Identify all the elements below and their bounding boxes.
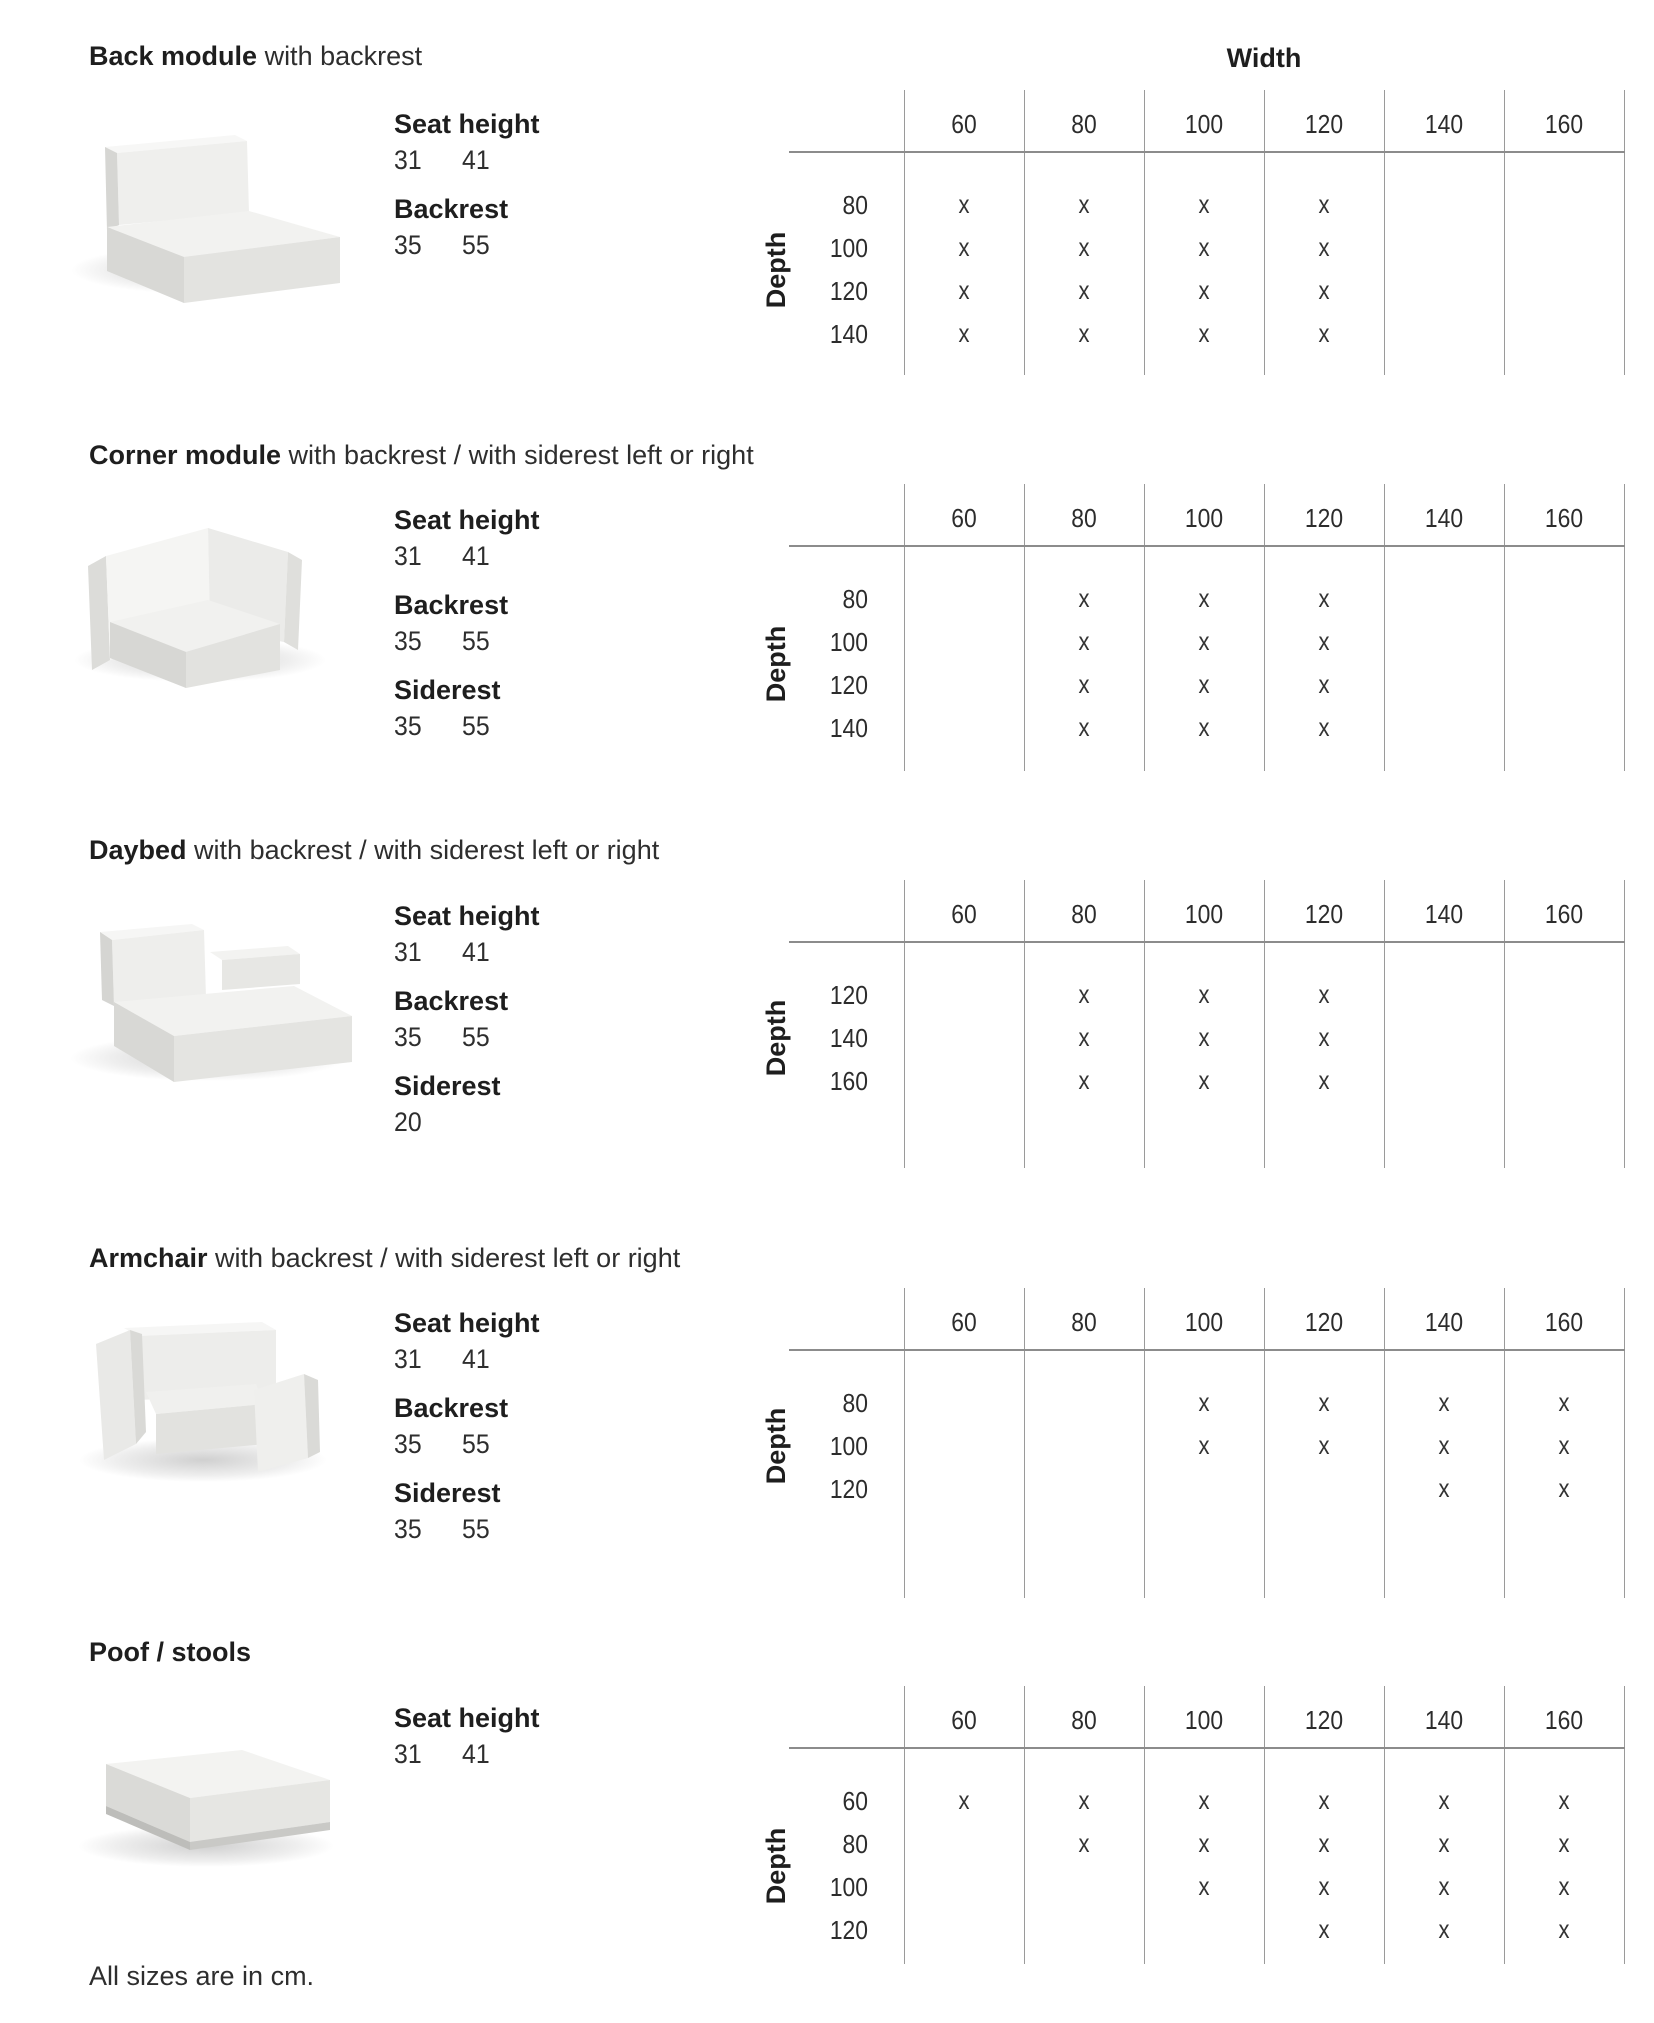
section-title-bold: Back module bbox=[89, 41, 258, 71]
width-column-header: 140 bbox=[1424, 109, 1464, 139]
width-column-header: 160 bbox=[1544, 1705, 1584, 1735]
spec-value: 31 bbox=[394, 541, 422, 571]
width-axis-label: Width bbox=[1226, 43, 1302, 73]
spec-value: 55 bbox=[462, 230, 490, 260]
spec-value: 35 bbox=[394, 1022, 422, 1052]
spec-value: 41 bbox=[462, 937, 490, 967]
spec-label: Seat height bbox=[394, 1703, 540, 1733]
spec-item bbox=[394, 1068, 724, 1140]
spec-list bbox=[394, 502, 724, 757]
depth-axis-label: Depth bbox=[761, 231, 791, 308]
width-column-header: 80 bbox=[1071, 503, 1097, 533]
availability-mark: x bbox=[1558, 1916, 1570, 1944]
availability-mark: x bbox=[1318, 1916, 1330, 1944]
spec-label: Seat height bbox=[394, 109, 540, 139]
spec-value: 35 bbox=[394, 711, 422, 741]
spec-label: Backrest bbox=[394, 194, 509, 224]
spec-values bbox=[394, 1426, 724, 1462]
depth-row-header: 120 bbox=[829, 276, 868, 306]
availability-mark: x bbox=[1318, 628, 1330, 656]
availability-mark: x bbox=[1438, 1873, 1450, 1901]
depth-row-header: 120 bbox=[829, 1915, 868, 1945]
depth-row-header: 120 bbox=[829, 670, 868, 700]
section-title-bold: Daybed bbox=[89, 835, 187, 865]
depth-row-header: 100 bbox=[829, 1431, 868, 1461]
corner-module-render bbox=[48, 470, 358, 690]
width-column-header: 120 bbox=[1304, 1705, 1344, 1735]
spec-item bbox=[394, 672, 724, 744]
header-rule bbox=[789, 151, 1625, 153]
spec-value: 55 bbox=[462, 1514, 490, 1544]
grid-line bbox=[1264, 880, 1265, 1168]
depth-row-header: 120 bbox=[829, 1474, 868, 1504]
width-column-header: 100 bbox=[1184, 1307, 1224, 1337]
availability-mark: x bbox=[1078, 1024, 1090, 1052]
spec-list bbox=[394, 1305, 724, 1560]
section-title bbox=[89, 1634, 251, 1670]
width-column-header: 80 bbox=[1071, 1307, 1097, 1337]
width-column-header: 160 bbox=[1544, 899, 1584, 929]
availability-mark: x bbox=[1198, 320, 1210, 348]
section-title bbox=[89, 1240, 680, 1276]
depth-row-header: 140 bbox=[829, 319, 868, 349]
availability-mark: x bbox=[958, 1787, 970, 1815]
grid-line bbox=[1624, 880, 1625, 1168]
spec-item bbox=[394, 983, 724, 1055]
header-rule bbox=[789, 1747, 1625, 1749]
spec-value: 55 bbox=[462, 1429, 490, 1459]
spec-values bbox=[394, 1511, 724, 1547]
availability-mark: x bbox=[1318, 585, 1330, 613]
spec-item bbox=[394, 1390, 724, 1462]
spec-item bbox=[394, 898, 724, 970]
depth-row-header: 100 bbox=[829, 627, 868, 657]
depth-row-header: 80 bbox=[842, 1829, 868, 1859]
availability-mark: x bbox=[1438, 1916, 1450, 1944]
width-column-header: 120 bbox=[1304, 1307, 1344, 1337]
availability-mark: x bbox=[1318, 981, 1330, 1009]
spec-label: Backrest bbox=[394, 986, 509, 1016]
spec-values bbox=[394, 934, 724, 970]
size-availability-table bbox=[760, 90, 1640, 375]
grid-line bbox=[904, 90, 905, 375]
spec-item bbox=[394, 1305, 724, 1377]
spec-label: Backrest bbox=[394, 1393, 509, 1423]
grid-line bbox=[1504, 1288, 1505, 1598]
width-column-header: 140 bbox=[1424, 503, 1464, 533]
availability-mark: x bbox=[1318, 671, 1330, 699]
spec-values bbox=[394, 538, 724, 574]
availability-mark: x bbox=[1318, 320, 1330, 348]
spec-value: 31 bbox=[394, 1739, 422, 1769]
grid-line bbox=[904, 484, 905, 771]
depth-axis-label: Depth bbox=[761, 1407, 791, 1485]
width-column-header: 100 bbox=[1184, 109, 1224, 139]
availability-mark: x bbox=[1318, 1067, 1330, 1095]
width-column-header: 160 bbox=[1544, 1307, 1584, 1337]
spec-values bbox=[394, 227, 724, 263]
grid-line bbox=[904, 1686, 905, 1964]
availability-mark: x bbox=[1558, 1475, 1570, 1503]
availability-mark: x bbox=[958, 277, 970, 305]
depth-row-header: 120 bbox=[829, 980, 868, 1010]
armchair-render-svg bbox=[48, 1272, 358, 1492]
depth-axis-label: Depth bbox=[761, 999, 791, 1077]
spec-values bbox=[394, 623, 724, 659]
section-title bbox=[89, 832, 659, 868]
width-column-header: 100 bbox=[1184, 1705, 1224, 1735]
spec-item bbox=[394, 1700, 724, 1772]
availability-mark: x bbox=[1318, 1873, 1330, 1901]
spec-values bbox=[394, 708, 724, 744]
spec-value: 35 bbox=[394, 1429, 422, 1459]
spec-item bbox=[394, 587, 724, 659]
width-column-header: 120 bbox=[1304, 503, 1344, 533]
grid-line bbox=[904, 1288, 905, 1598]
availability-mark: x bbox=[1558, 1389, 1570, 1417]
availability-mark: x bbox=[1438, 1830, 1450, 1858]
spec-value: 41 bbox=[462, 1739, 490, 1769]
availability-mark: x bbox=[1198, 1389, 1210, 1417]
availability-mark: x bbox=[1438, 1787, 1450, 1815]
width-column-header: 160 bbox=[1544, 109, 1584, 139]
width-column-header: 60 bbox=[951, 1307, 977, 1337]
grid-line bbox=[1264, 1288, 1265, 1598]
width-column-header: 160 bbox=[1544, 503, 1584, 533]
availability-mark: x bbox=[958, 234, 970, 262]
width-column-header: 60 bbox=[951, 1705, 977, 1735]
depth-row-header: 100 bbox=[829, 1872, 868, 1902]
depth-axis-label: Depth bbox=[761, 1827, 791, 1904]
spec-value: 55 bbox=[462, 626, 490, 656]
size-availability-table bbox=[760, 1288, 1640, 1598]
availability-mark: x bbox=[1198, 1067, 1210, 1095]
availability-mark: x bbox=[1078, 585, 1090, 613]
spec-list bbox=[394, 898, 724, 1153]
grid-line bbox=[904, 880, 905, 1168]
grid-line bbox=[1024, 880, 1025, 1168]
poof-stools-render-svg bbox=[48, 1672, 358, 1892]
availability-mark: x bbox=[958, 320, 970, 348]
section-title-rest: with backrest / with siderest left or right bbox=[207, 1243, 681, 1273]
header-rule bbox=[789, 545, 1625, 547]
section-title-bold: Corner module bbox=[89, 440, 282, 470]
daybed-render-svg bbox=[48, 868, 358, 1088]
availability-mark: x bbox=[1438, 1475, 1450, 1503]
grid-line bbox=[1024, 484, 1025, 771]
availability-mark: x bbox=[1318, 714, 1330, 742]
availability-mark: x bbox=[1318, 1787, 1330, 1815]
width-column-header: 120 bbox=[1304, 899, 1344, 929]
depth-row-header: 80 bbox=[842, 584, 868, 614]
depth-row-header: 60 bbox=[842, 1786, 868, 1816]
spec-item bbox=[394, 1475, 724, 1547]
spec-value: 20 bbox=[394, 1107, 422, 1137]
availability-mark: x bbox=[1198, 1830, 1210, 1858]
grid-line bbox=[1264, 1686, 1265, 1964]
availability-mark: x bbox=[1078, 1787, 1090, 1815]
grid-line bbox=[1384, 880, 1385, 1168]
grid-line bbox=[1024, 1686, 1025, 1964]
grid-line bbox=[1384, 484, 1385, 771]
armchair-render bbox=[48, 1272, 358, 1492]
header-rule bbox=[789, 1349, 1625, 1351]
back-module-render-svg bbox=[48, 85, 358, 305]
grid-line bbox=[1384, 1686, 1385, 1964]
availability-mark: x bbox=[1318, 191, 1330, 219]
availability-mark: x bbox=[1318, 234, 1330, 262]
width-column-header: 80 bbox=[1071, 899, 1097, 929]
depth-row-header: 140 bbox=[829, 1023, 868, 1053]
availability-mark: x bbox=[1078, 191, 1090, 219]
spec-values bbox=[394, 1341, 724, 1377]
availability-mark: x bbox=[1198, 1787, 1210, 1815]
grid-line bbox=[1504, 484, 1505, 771]
spec-values bbox=[394, 1104, 724, 1140]
availability-mark: x bbox=[1318, 1830, 1330, 1858]
grid-line bbox=[1504, 880, 1505, 1168]
availability-mark: x bbox=[1198, 277, 1210, 305]
spec-values bbox=[394, 1019, 724, 1055]
grid-line bbox=[1624, 90, 1625, 375]
availability-mark: x bbox=[1078, 628, 1090, 656]
spec-value: 35 bbox=[394, 1514, 422, 1544]
grid-line bbox=[1504, 90, 1505, 375]
depth-row-header: 140 bbox=[829, 713, 868, 743]
spec-value: 31 bbox=[394, 937, 422, 967]
poof-stools-render bbox=[48, 1672, 358, 1892]
header-rule bbox=[789, 941, 1625, 943]
availability-mark: x bbox=[1078, 1830, 1090, 1858]
spec-value: 41 bbox=[462, 1344, 490, 1374]
section-title-bold: Poof / stools bbox=[89, 1637, 251, 1667]
spec-list bbox=[394, 106, 724, 276]
availability-mark: x bbox=[1078, 277, 1090, 305]
availability-mark: x bbox=[1198, 1432, 1210, 1460]
availability-mark: x bbox=[1078, 981, 1090, 1009]
size-availability-table bbox=[760, 1686, 1640, 1964]
spec-value: 41 bbox=[462, 145, 490, 175]
grid-line bbox=[1144, 1686, 1145, 1964]
grid-line bbox=[1144, 1288, 1145, 1598]
depth-row-header: 100 bbox=[829, 233, 868, 263]
grid-line bbox=[1264, 90, 1265, 375]
availability-mark: x bbox=[1558, 1432, 1570, 1460]
availability-mark: x bbox=[1318, 277, 1330, 305]
availability-mark: x bbox=[1198, 585, 1210, 613]
spec-values bbox=[394, 142, 724, 178]
grid-line bbox=[1144, 484, 1145, 771]
grid-line bbox=[1624, 1686, 1625, 1964]
availability-mark: x bbox=[1078, 714, 1090, 742]
availability-mark: x bbox=[1198, 628, 1210, 656]
width-column-header: 80 bbox=[1071, 1705, 1097, 1735]
spec-value: 55 bbox=[462, 711, 490, 741]
section-title-rest: with backrest / with siderest left or right bbox=[281, 440, 754, 470]
availability-mark: x bbox=[1438, 1432, 1450, 1460]
availability-mark: x bbox=[1318, 1024, 1330, 1052]
daybed-render bbox=[48, 868, 358, 1088]
availability-mark: x bbox=[1198, 671, 1210, 699]
availability-mark: x bbox=[1078, 671, 1090, 699]
grid-line bbox=[1144, 90, 1145, 375]
depth-row-header: 80 bbox=[842, 190, 868, 220]
availability-mark: x bbox=[1318, 1389, 1330, 1417]
width-column-header: 60 bbox=[951, 503, 977, 533]
width-column-header: 60 bbox=[951, 109, 977, 139]
availability-mark: x bbox=[1198, 1024, 1210, 1052]
availability-mark: x bbox=[1198, 981, 1210, 1009]
width-column-header: 100 bbox=[1184, 503, 1224, 533]
width-column-header: 140 bbox=[1424, 1705, 1464, 1735]
spec-value: 31 bbox=[394, 1344, 422, 1374]
grid-line bbox=[1024, 1288, 1025, 1598]
width-column-header: 140 bbox=[1424, 1307, 1464, 1337]
spec-list bbox=[394, 1700, 724, 1785]
width-column-header: 120 bbox=[1304, 109, 1344, 139]
spec-label: Seat height bbox=[394, 1308, 540, 1338]
sizes-footnote: All sizes are in cm. bbox=[89, 1961, 315, 1991]
availability-mark: x bbox=[1198, 714, 1210, 742]
corner-module-render-svg bbox=[48, 470, 358, 690]
spec-value: 35 bbox=[394, 230, 422, 260]
section-title bbox=[89, 38, 422, 74]
grid-line bbox=[1144, 880, 1145, 1168]
spec-item bbox=[394, 106, 724, 178]
spec-value: 55 bbox=[462, 1022, 490, 1052]
spec-label: Siderest bbox=[394, 1478, 501, 1508]
section-title-rest: with backrest bbox=[257, 41, 423, 71]
spec-item bbox=[394, 191, 724, 263]
grid-line bbox=[1624, 1288, 1625, 1598]
section-title-bold: Armchair bbox=[89, 1243, 208, 1273]
availability-mark: x bbox=[1558, 1830, 1570, 1858]
spec-label: Seat height bbox=[394, 505, 540, 535]
availability-mark: x bbox=[1198, 191, 1210, 219]
availability-mark: x bbox=[1558, 1873, 1570, 1901]
grid-line bbox=[1504, 1686, 1505, 1964]
spec-label: Siderest bbox=[394, 675, 501, 705]
spec-label: Siderest bbox=[394, 1071, 501, 1101]
grid-line bbox=[1384, 90, 1385, 375]
spec-item bbox=[394, 502, 724, 574]
spec-value: 35 bbox=[394, 626, 422, 656]
size-availability-table bbox=[760, 880, 1640, 1168]
depth-row-header: 160 bbox=[829, 1066, 868, 1096]
width-column-header: 100 bbox=[1184, 899, 1224, 929]
grid-line bbox=[1384, 1288, 1385, 1598]
size-availability-table bbox=[760, 484, 1640, 771]
grid-line bbox=[1624, 484, 1625, 771]
grid-line bbox=[1264, 484, 1265, 771]
availability-mark: x bbox=[1318, 1432, 1330, 1460]
section-title-rest: with backrest / with siderest left or right bbox=[186, 835, 660, 865]
availability-mark: x bbox=[1198, 234, 1210, 262]
spec-value: 41 bbox=[462, 541, 490, 571]
width-column-header: 60 bbox=[951, 899, 977, 929]
spec-value: 31 bbox=[394, 145, 422, 175]
spec-label: Seat height bbox=[394, 901, 540, 931]
section-title bbox=[89, 437, 754, 473]
availability-mark: x bbox=[1078, 234, 1090, 262]
availability-mark: x bbox=[958, 191, 970, 219]
grid-line bbox=[1024, 90, 1025, 375]
availability-mark: x bbox=[1558, 1787, 1570, 1815]
spec-label: Backrest bbox=[394, 590, 509, 620]
width-column-header: 80 bbox=[1071, 109, 1097, 139]
availability-mark: x bbox=[1438, 1389, 1450, 1417]
back-module-render bbox=[48, 85, 358, 305]
availability-mark: x bbox=[1078, 1067, 1090, 1095]
depth-axis-label: Depth bbox=[761, 625, 791, 702]
spec-values bbox=[394, 1736, 724, 1772]
availability-mark: x bbox=[1078, 320, 1090, 348]
width-column-header: 140 bbox=[1424, 899, 1464, 929]
depth-row-header: 80 bbox=[842, 1388, 868, 1418]
availability-mark: x bbox=[1198, 1873, 1210, 1901]
